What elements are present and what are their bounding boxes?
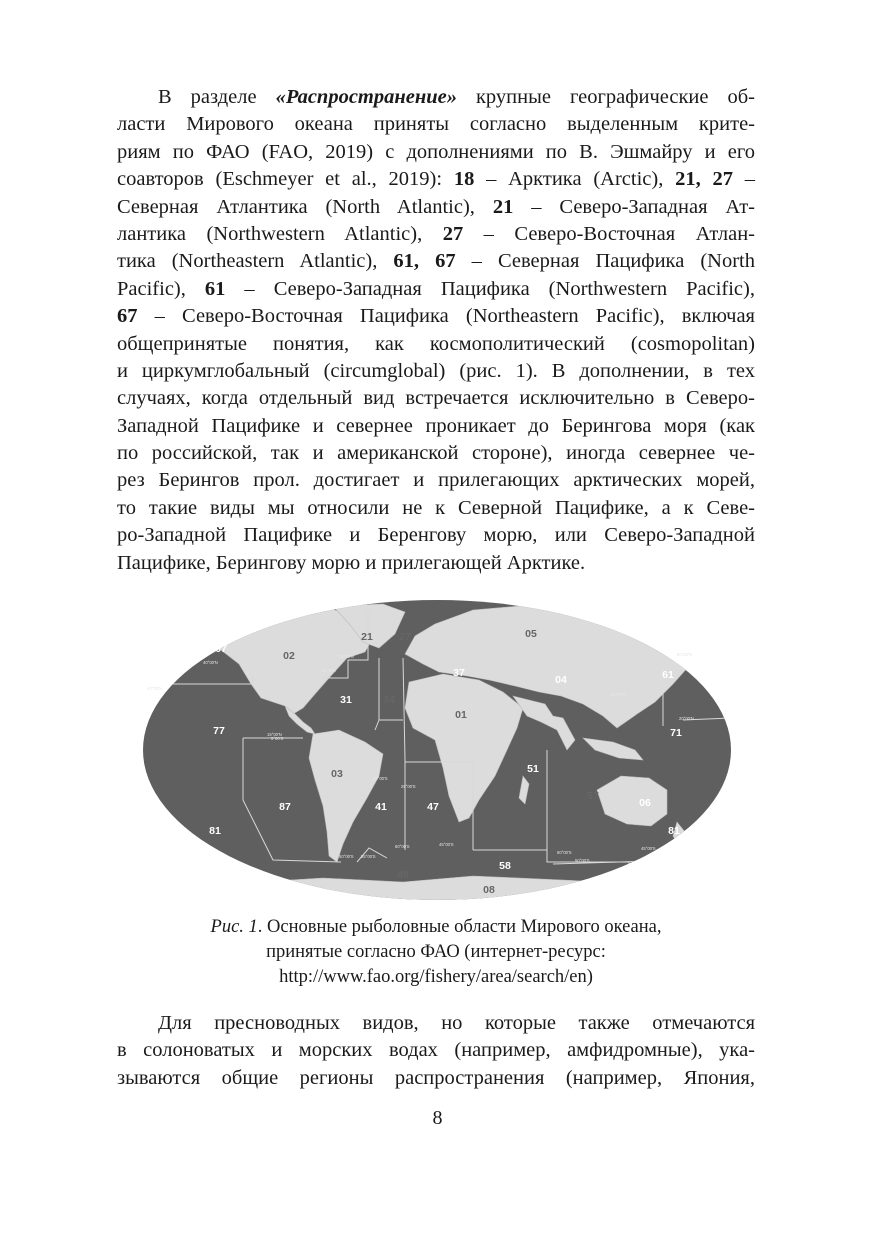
fao-area-label: 02	[283, 650, 295, 662]
boundary-coordinate-label: 50°00'S	[339, 854, 354, 859]
figure-caption	[117, 915, 755, 990]
paragraph-2	[117, 1010, 755, 1092]
boundary-coordinate-label: 45°00'S	[439, 842, 454, 847]
fao-area-label: 48	[397, 869, 409, 881]
fao-area-label: 88	[255, 874, 267, 886]
boundary-coordinate-label: 25°00'S	[401, 784, 416, 789]
boundary-coordinate-label: 55°00'S	[361, 854, 376, 859]
caption-url: http://www.fao.org/fishery/area/search/en)	[279, 967, 593, 987]
text-line: случаях, когда отдельный вид встречается исключительно в Северо-	[117, 387, 755, 410]
fao-area-label: 06	[639, 797, 651, 809]
paragraph-1	[117, 84, 755, 577]
text-line: Западной Пацифике и севернее проникает до Берингова моря (как	[117, 414, 755, 437]
text-line: общепринятые понятия, как космополитический (cosmopolitan)	[117, 332, 755, 355]
text-line: по российской, так и американской стороне), иногда севернее че-	[117, 442, 755, 465]
fao-area-label: 67	[215, 643, 227, 655]
boundary-coordinate-label: 45°00'S	[641, 846, 656, 851]
boundary-coordinate-label: 52°00'N	[339, 654, 354, 659]
fao-area-label: 47	[427, 801, 439, 813]
text-line: В разделе «Распространение» крупные географические об-	[158, 86, 755, 108]
fao-area-label: 81	[668, 825, 680, 837]
text-line: Северная Атлантика (North Atlantic), 21 – Северо-Западная Ат-	[117, 195, 755, 218]
boundary-coordinate-label: 5°00'S	[271, 736, 284, 741]
fao-area-label: 01	[455, 709, 467, 721]
boundary-coordinate-label: 40°00'N	[147, 686, 162, 691]
boundary-coordinate-label: 40°00'N	[203, 660, 218, 665]
boundary-coordinate-label: 20°00'N	[679, 716, 694, 721]
caption-line-2: принятые согласно ФАО (интернет-ресурс:	[266, 942, 606, 962]
text-line: Для пресноводных видов, но которые также отмечаются	[158, 1012, 755, 1034]
fao-area-label: 34	[383, 694, 395, 706]
fao-area-label: 21	[361, 631, 373, 643]
fao-area-label: 51	[527, 763, 539, 775]
fao-area-label: 87	[279, 801, 291, 813]
fao-area-label: 77	[213, 725, 225, 737]
fao-area-label: 05	[525, 628, 537, 640]
fao-area-label: 18	[557, 601, 569, 613]
land-antarctica	[143, 876, 731, 900]
fao-area-label: 57	[587, 790, 599, 802]
text-line: лантика (Northwestern Atlantic), 27 – Северо-Восточная Атлан-	[117, 222, 755, 245]
fao-area-label: 71	[670, 727, 682, 739]
boundary-coordinate-label: 60°00'N	[677, 652, 692, 657]
text-line: зываются общие регионы распространения (например, Япония,	[117, 1066, 755, 1089]
page-number: 8	[432, 1107, 443, 1129]
fao-area-label: 18	[274, 601, 286, 613]
fao-area-label: 58	[499, 860, 511, 872]
text-line: и циркумглобальный (circumglobal) (рис. 1). В дополнении, в тех	[117, 359, 755, 382]
text-line: ро-Западной Пацифике и Беренгову морю, или Северо-Западной	[117, 524, 755, 547]
text-line: соавторов (Eschmeyer et al., 2019): 18 – Арктика (Arctic), 21, 27 –	[117, 168, 756, 191]
text-line: риям по ФАО (FAO, 2019) с дополнениями по В. Эшмайру и его	[117, 140, 755, 163]
boundary-coordinate-label: 20°00'N	[611, 692, 626, 697]
fao-area-label: 37	[453, 667, 465, 679]
fao-area-label: 03	[331, 768, 343, 780]
boundary-coordinate-label: 50°00'S	[575, 858, 590, 863]
text-line: Пацифике, Берингову морю и прилегающей Арктике.	[117, 551, 586, 574]
fao-area-label: 27	[399, 631, 411, 643]
boundary-coordinate-label: 60°00'S	[395, 844, 410, 849]
fao-area-label: 31	[340, 694, 352, 706]
fao-area-label: 88	[629, 871, 641, 883]
fao-area-label: 61	[662, 669, 674, 681]
text-line: то такие виды мы относили не к Северной Пацифике, а к Севе-	[117, 496, 755, 519]
fao-area-label: 08	[483, 884, 495, 896]
text-line: Pacific), 61 – Северо-Западная Пацифика (Northwestern Pacific),	[117, 277, 755, 300]
fao-area-label: 81	[209, 825, 221, 837]
text-line: тика (Northeastern Atlantic), 61, 67 – Северная Пацифика (North	[117, 250, 755, 273]
text-line: рез Берингов прол. достигает и прилегающих арктических морей,	[117, 469, 755, 492]
fao-area-label: 41	[375, 801, 387, 813]
boundary-coordinate-label: 15°00'N	[267, 732, 282, 737]
text-line: 67 – Северо-Восточная Пацифика (Northeastern Pacific), включая	[117, 305, 755, 328]
boundary-coordinate-label: 60°00'S	[557, 850, 572, 855]
boundary-coordinate-label: 25°00'S	[373, 776, 388, 781]
boundary-coordinate-label: 36°00'N	[321, 668, 336, 673]
caption-line-1: Рис. 1. Основные рыболовные области Мирового океана,	[210, 917, 662, 937]
text-line: ласти Мирового океана приняты согласно выделенным крите-	[117, 113, 755, 136]
fao-fishing-areas-map	[143, 600, 731, 900]
fao-area-label: 04	[555, 674, 567, 686]
text-line: в солоноватых и морских водах (например, амфидромные), ука-	[117, 1039, 755, 1062]
